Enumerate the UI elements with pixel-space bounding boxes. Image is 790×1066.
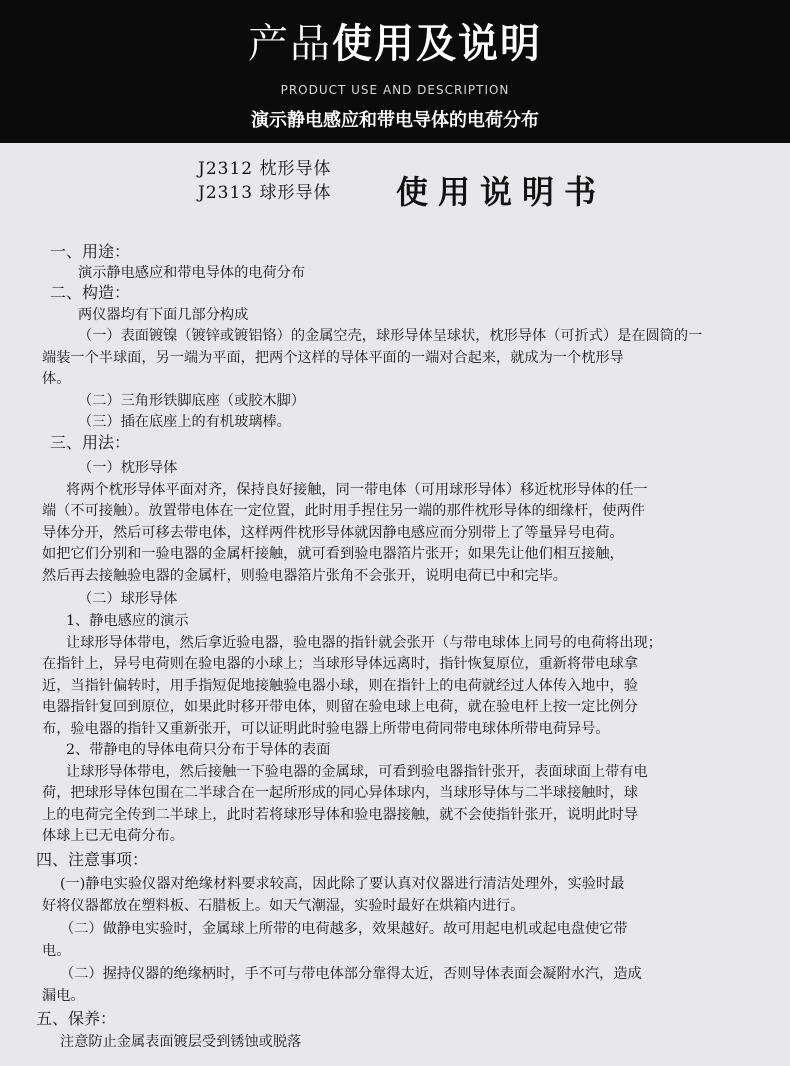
document-line: 将两个枕形导体平面对齐，保持良好接触，同一带电体（可用球形导体）移近枕形导体的任一: [66, 482, 648, 498]
document-line: 注意防止金属表面镀层受到锈蚀或脱落: [60, 1034, 302, 1050]
document-line: 如把它们分别和一验电器的金属杆接触，就可看到验电器箔片张开；如果先让他们相互接触，: [42, 546, 624, 562]
document-line: （二）三角形铁脚底座（或胶木脚）: [78, 393, 306, 409]
subtitle-english: PRODUCT USE AND DESCRIPTION: [280, 83, 510, 97]
subtitle-chinese: 演示静电感应和带电导体的电荷分布: [251, 110, 539, 131]
document-line: （二）做静电实验时，金属球上所带的电荷越多，效果越好。故可用起电机或起电盘使它带: [60, 921, 628, 937]
instruction-document: [0, 143, 790, 1066]
document-line: （一）表面镀镍（镀锌或镀铝铬）的金属空壳，球形导体呈球状，枕形导体（可折式）是在圆筒的一: [78, 328, 703, 344]
document-line: 体球上已无电荷分布。: [42, 828, 184, 844]
document-line: 端（不可接触）。放置带电体在一定位置，此时用手捏住另一端的那件枕形导体的细缘杆，使两件: [42, 503, 645, 519]
title-bold: 使用及说明: [332, 21, 542, 67]
document-line: （二）球形导体: [78, 591, 178, 607]
document-line: 在指针上，异号电荷则在验电器的小球上；当球形导体远离时，指针恢复原位，重新将带电球拿: [42, 656, 638, 672]
title-light: 产品: [248, 21, 332, 67]
document-line: 让球形导体带电，然后接触一下验电器的金属球，可看到验电器指针张开，表面球面上带有电: [66, 764, 648, 780]
document-line: 上的电荷完全传到二半球上，此时若将球形导体和验电器接触，就不会使指针张开，说明此时导: [42, 807, 638, 823]
document-line: （三）插在底座上的有机玻璃棒。: [78, 414, 291, 430]
page-title: [0, 20, 790, 68]
section-heading: 三、用法：: [50, 433, 131, 452]
model-j2312: J2312 枕形导体: [198, 159, 332, 179]
header-banner: [0, 0, 790, 143]
document-title: 使用说明书: [396, 173, 607, 211]
document-line: 端装一个半球面，另一端为平面，把两个这样的导体平面的一端对合起来，就成为一个枕形导: [42, 350, 624, 366]
document-line: 两仪器均有下面几部分构成: [78, 307, 249, 323]
document-line: 2、带静电的导体电荷只分布于导体的表面: [66, 742, 331, 758]
document-line: （二）握持仪器的绝缘柄时，手不可与带电体部分靠得太近，否则导体表面会凝附水汽，造成: [60, 966, 642, 982]
document-line: 布，验电器的指针又重新张开，可以证明此时验电器上所带电荷同带电球体所带电荷异号。: [42, 721, 610, 737]
document-line: （一）枕形导体: [78, 460, 178, 476]
document-line: 电器指针复回到原位，如果此时移开带电体，则留在验电球上电荷，就在验电杆上按一定比例分: [42, 699, 638, 715]
document-line: 导体分开，然后可移去带电体，这样两件枕形导体就因静电感应而分别带上了等量异号电荷。: [42, 525, 624, 541]
document-line: 漏电。: [42, 988, 85, 1004]
section-heading: 四、注意事项：: [36, 850, 149, 869]
document-line: 演示静电感应和带电导体的电荷分布: [78, 265, 306, 281]
document-line: 让球形导体带电，然后拿近验电器，验电器的指针就会张开（与带电球体上同号的电荷将出现；: [66, 635, 662, 651]
model-j2313: J2313 球形导体: [198, 183, 332, 203]
section-heading: 五、保养：: [36, 1009, 117, 1028]
document-line: 然后再去接触验电器的金属杆，则验电器箔片张角不会张开，说明电荷已中和完毕。: [42, 568, 567, 584]
section-heading: 二、构造：: [50, 283, 131, 302]
document-line: 体。: [42, 371, 71, 387]
section-heading: 一、用途：: [50, 242, 131, 261]
document-line: 1、静电感应的演示: [66, 613, 189, 629]
document-line: 好将仪器都放在塑料板、石腊板上。如天气潮湿，实验时最好在烘箱内进行。: [42, 898, 525, 914]
document-line: 荷，把球形导体包围在二半球合在一起所形成的同心异体球内，当球形导体与二半球接触时，球: [42, 785, 638, 801]
document-line: 电。: [42, 943, 71, 959]
document-line: (一)静电实验仪器对绝缘材料要求较高，因此除了要认真对仪器进行清洁处理外，实验时最: [60, 876, 625, 892]
model-list: [198, 157, 331, 205]
document-line: 近，当指针偏转时，用手指短促地接触验电器小球，则在指针上的电荷就经过人体传入地中，验: [42, 678, 638, 694]
